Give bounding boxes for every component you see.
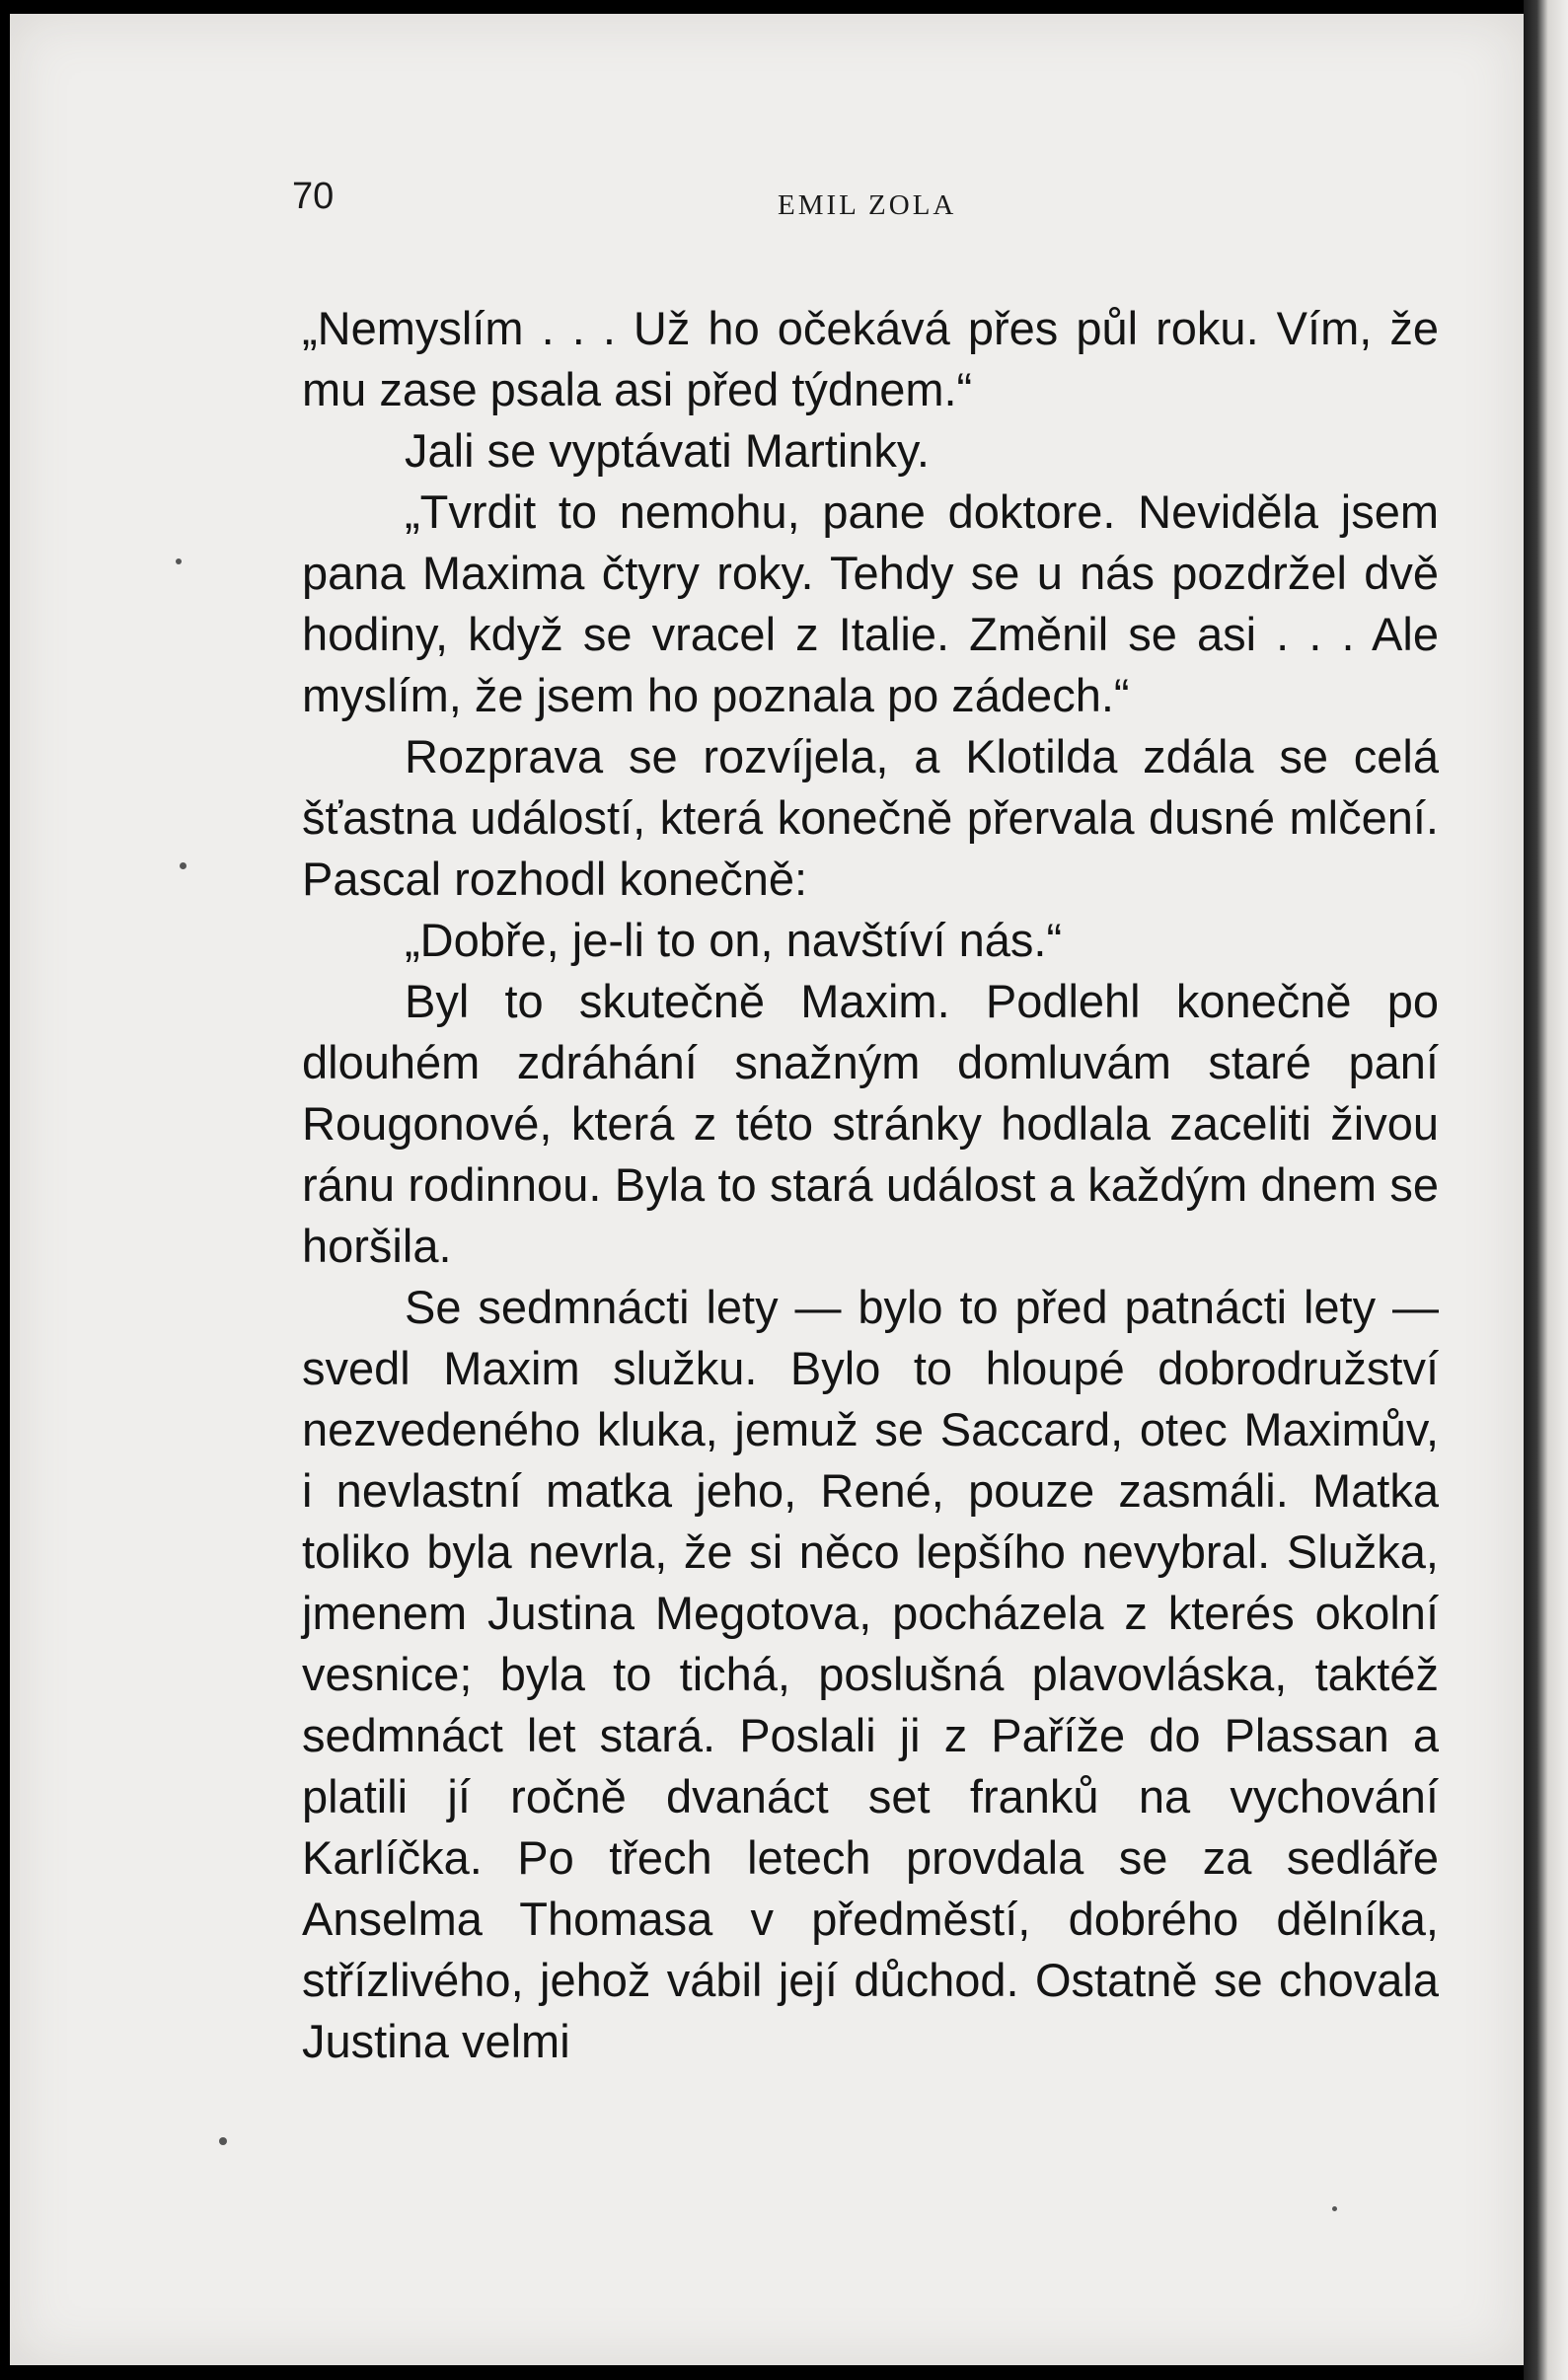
running-head: EMIL ZOLA [778,189,957,221]
scan-speck [180,862,187,869]
scan-speck [176,558,182,564]
paragraph: „Tvrdit to nemohu, pane doktore. Neviděla jsem pana Maxima čtyry roky. Tehdy se u nás pozdržel dvě hodiny, když se vracel z Italie. Změnil se asi . . . Ale myslím, že jsem ho poznala po zádech.“ [302,485,1439,721]
body-text [302,298,1439,2072]
scan-speck [219,2137,227,2145]
paragraph: „Nemyslím . . . Už ho očekává přes půl roku. Vím, že mu zase psala asi před týdnem.“ [302,302,1439,415]
paragraph: Se sedmnácti lety — bylo to před patnácti lety — svedl Maxim služku. Bylo to hloupé dobrodružství nezvedeného kluka, jemuž se Saccard, otec Maximův, i nevlastní matka jeho, René, pouze zasmáli. Matka toliko byla nevrla, že si něco lepšího nevybral. Služka, jmenem Justina Megotova, pocházela z kterés okolní vesnice; byla to tichá, poslušná plavovláska, taktéž sedmnáct let stará. Poslali ji z Paříže do Plassan a platili jí ročně dvanáct set franků na vychování Karlíčka. Po třech letech provdala se za sedláře Anselma Thomasa v předměstí, dobrého dělníka, střízlivého, jehož vábil její důchod. Ostatně se chovala Justina velmi [302,1281,1439,2067]
paragraph: Byl to skutečně Maxim. Podlehl konečně po dlouhém zdráhání snažným domluvám staré paní Rougonové, která z této stránky hodlala zaceliti živou ránu rodinnou. Byla to stará událost a každým dnem se horšila. [302,975,1439,1272]
scan-speck [1332,2206,1337,2211]
page-header [10,162,1524,221]
book-page [10,14,1524,2365]
paragraph: „Dobře, je-li to on, navštíví nás.“ [405,914,1063,966]
page-edge-shadow [1524,0,1568,2380]
paragraph: Jali se vyptávati Martinky. [405,424,930,477]
page-number: 70 [292,176,335,217]
paragraph: Rozprava se rozvíjela, a Klotilda zdála se celá šťastna událostí, která konečně přervala dusné mlčení. Pascal rozhodl konečně: [302,730,1439,905]
